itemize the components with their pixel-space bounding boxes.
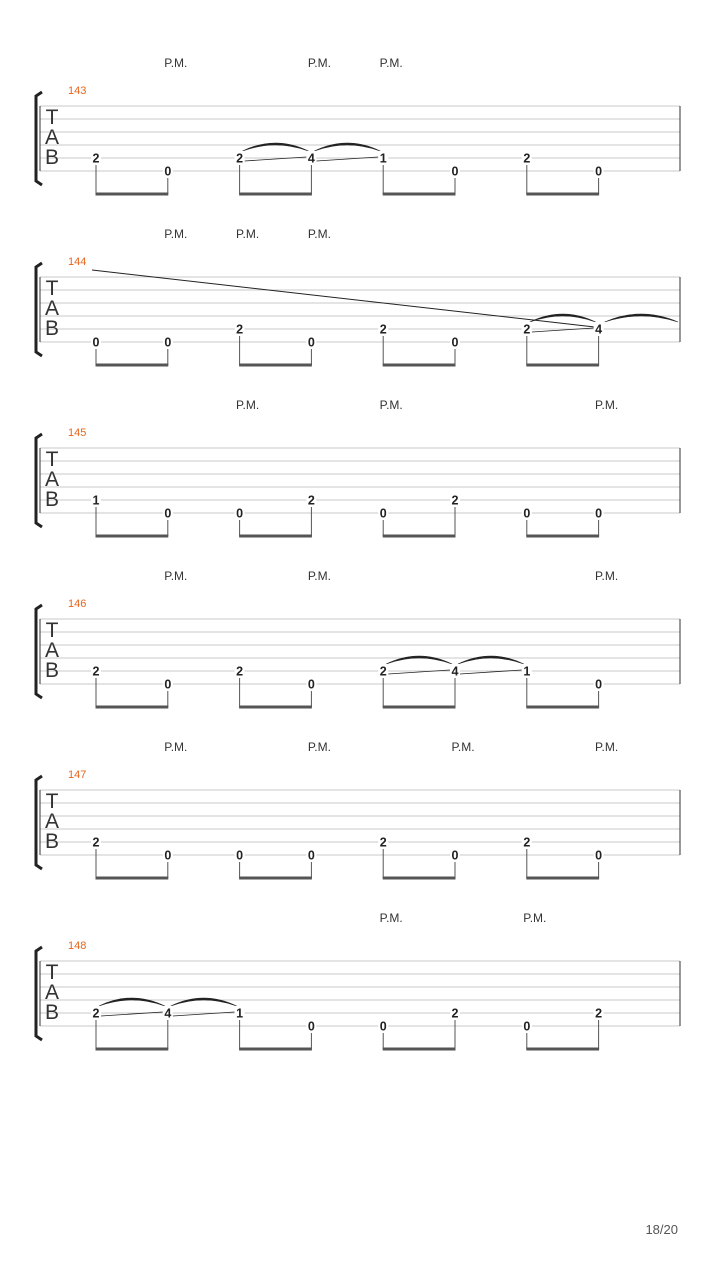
tie-arc	[458, 656, 524, 664]
tab-letter-a: A	[44, 126, 60, 149]
fret-number: 0	[164, 164, 172, 179]
palm-mute-label: P.M.	[451, 740, 475, 754]
fret-number: 0	[595, 677, 603, 692]
fret-number: 2	[379, 664, 387, 679]
tie-arc	[386, 656, 452, 664]
measure-number: 146	[68, 598, 87, 610]
fret-number: 4	[595, 322, 603, 337]
fret-number: 0	[379, 1019, 387, 1034]
fret-number: 2	[451, 493, 459, 508]
fret-number: 2	[92, 835, 100, 850]
fret-number: 2	[523, 322, 531, 337]
fret-number: 2	[307, 493, 315, 508]
palm-mute-label: P.M.	[307, 569, 331, 583]
fret-number: 2	[451, 1006, 459, 1021]
tab-letter-t: T	[45, 961, 59, 984]
palm-mute-label: P.M.	[307, 740, 331, 754]
tab-letter-a: A	[44, 297, 60, 320]
palm-mute-label: P.M.	[523, 911, 547, 925]
fret-number: 2	[92, 1006, 100, 1021]
fret-number: 0	[451, 335, 459, 350]
fret-number: 0	[236, 506, 244, 521]
palm-mute-label: P.M.	[164, 740, 188, 754]
tab-letter-b: B	[44, 1001, 60, 1024]
measure-number: 147	[68, 769, 87, 781]
fret-number: 2	[595, 1006, 603, 1021]
palm-mute-label: P.M.	[307, 227, 331, 241]
tab-letter-b: B	[44, 659, 60, 682]
fret-number: 4	[307, 151, 315, 166]
palm-mute-label: P.M.	[595, 398, 619, 412]
fret-number: 0	[307, 677, 315, 692]
fret-number: 0	[307, 335, 315, 350]
palm-mute-label: P.M.	[164, 227, 188, 241]
fret-number: 1	[523, 664, 531, 679]
tie-arc	[605, 314, 678, 322]
tie-arc	[314, 143, 380, 151]
fret-number: 0	[595, 164, 603, 179]
tie-arc	[99, 998, 165, 1006]
palm-mute-label: P.M.	[307, 56, 331, 70]
tab-letter-a: A	[44, 468, 60, 491]
fret-number: 0	[92, 335, 100, 350]
palm-mute-label: P.M.	[164, 56, 188, 70]
tab-letter-b: B	[44, 488, 60, 511]
tab-letter-t: T	[45, 619, 59, 642]
palm-mute-label: P.M.	[236, 398, 260, 412]
fret-number: 2	[523, 151, 531, 166]
fret-number: 0	[451, 164, 459, 179]
fret-number: 0	[307, 848, 315, 863]
fret-number: 2	[236, 151, 244, 166]
tie-arc	[171, 998, 237, 1006]
fret-number: 0	[595, 848, 603, 863]
tab-letter-b: B	[44, 146, 60, 169]
palm-mute-label: P.M.	[379, 398, 403, 412]
fret-number: 0	[595, 506, 603, 521]
tab-letter-t: T	[45, 106, 59, 129]
fret-number: 0	[164, 677, 172, 692]
measure-number: 148	[68, 940, 87, 952]
fret-number: 1	[379, 151, 387, 166]
fret-number: 2	[236, 664, 244, 679]
slide-line	[92, 270, 595, 327]
tab-letter-t: T	[45, 277, 59, 300]
measure-number: 145	[68, 427, 87, 439]
tab-letter-t: T	[45, 448, 59, 471]
page-number: 18/20	[645, 1222, 678, 1237]
tab-letter-b: B	[44, 830, 60, 853]
fret-number: 2	[92, 664, 100, 679]
fret-number: 2	[379, 322, 387, 337]
measure-number: 143	[68, 85, 87, 97]
tab-letter-a: A	[44, 810, 60, 833]
fret-number: 1	[236, 1006, 244, 1021]
fret-number: 0	[451, 848, 459, 863]
fret-number: 4	[451, 664, 459, 679]
palm-mute-label: P.M.	[236, 227, 260, 241]
fret-number: 0	[523, 1019, 531, 1034]
fret-number: 0	[523, 506, 531, 521]
fret-number: 0	[164, 506, 172, 521]
fret-number: 0	[307, 1019, 315, 1034]
tie-arc	[243, 143, 309, 151]
tab-letter-t: T	[45, 790, 59, 813]
tab-letter-b: B	[44, 317, 60, 340]
fret-number: 2	[236, 322, 244, 337]
palm-mute-label: P.M.	[379, 56, 403, 70]
palm-mute-label: P.M.	[595, 740, 619, 754]
tab-letter-a: A	[44, 981, 60, 1004]
fret-number: 0	[164, 335, 172, 350]
fret-number: 2	[379, 835, 387, 850]
fret-number: 0	[379, 506, 387, 521]
measure-number: 144	[68, 256, 87, 268]
tab-letter-a: A	[44, 639, 60, 662]
palm-mute-label: P.M.	[595, 569, 619, 583]
fret-number: 0	[164, 848, 172, 863]
fret-number: 1	[92, 493, 100, 508]
fret-number: 2	[92, 151, 100, 166]
fret-number: 4	[164, 1006, 172, 1021]
palm-mute-label: P.M.	[164, 569, 188, 583]
fret-number: 0	[236, 848, 244, 863]
palm-mute-label: P.M.	[379, 911, 403, 925]
fret-number: 2	[523, 835, 531, 850]
